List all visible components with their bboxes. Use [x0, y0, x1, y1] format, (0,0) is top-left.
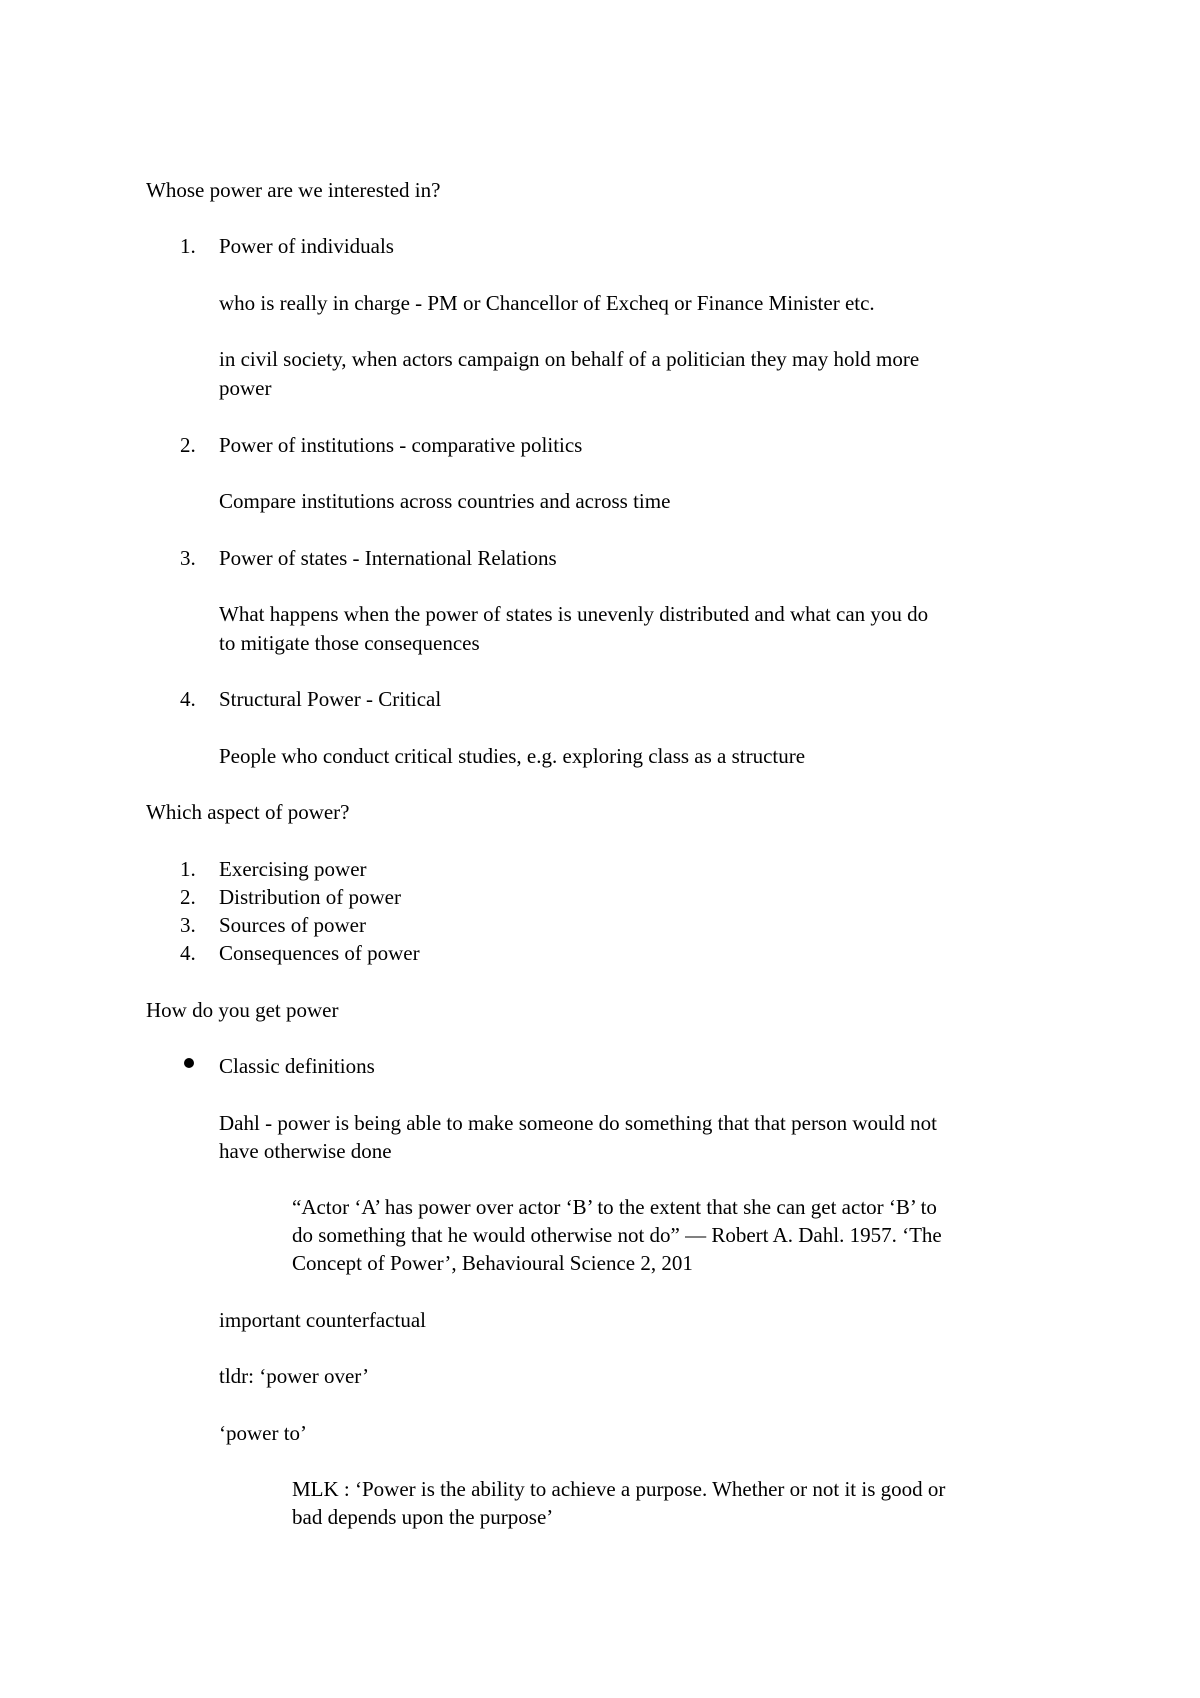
dahl-quote-line: Concept of Power’, Behavioural Science 2, 201 — [292, 1251, 693, 1275]
list-number: 2. — [180, 433, 196, 457]
note-line: who is really in charge - PM or Chancellor of Excheq or Finance Minister etc. — [219, 291, 875, 315]
list-item-distribution-of-power: Distribution of power — [219, 885, 401, 909]
list-item-power-of-states: Power of states - International Relations — [219, 546, 557, 570]
heading-whose-power: Whose power are we interested in? — [146, 178, 441, 202]
list-item-exercising-power: Exercising power — [219, 857, 367, 881]
list-number: 1. — [180, 234, 196, 258]
list-item-sources-of-power: Sources of power — [219, 913, 366, 937]
list-number: 3. — [180, 913, 196, 937]
note-line: to mitigate those consequences — [219, 631, 480, 655]
power-to-note: ‘power to’ — [219, 1421, 308, 1445]
heading-how-get-power: How do you get power — [146, 998, 339, 1022]
mlk-quote-line: bad depends upon the purpose’ — [292, 1505, 554, 1529]
list-number: 3. — [180, 546, 196, 570]
note-line: power — [219, 376, 272, 400]
counterfactual-note: important counterfactual — [219, 1308, 426, 1332]
note-line: People who conduct critical studies, e.g. exploring class as a structure — [219, 744, 806, 768]
list-number: 2. — [180, 885, 196, 909]
list-number: 4. — [180, 687, 196, 711]
dahl-definition-line: have otherwise done — [219, 1139, 392, 1163]
tldr-note: tldr: ‘power over’ — [219, 1364, 370, 1388]
list-item-consequences-of-power: Consequences of power — [219, 941, 420, 965]
dahl-definition-line: Dahl - power is being able to make someone do something that that person would not — [219, 1111, 937, 1135]
list-item-structural-power: Structural Power - Critical — [219, 687, 442, 711]
dahl-quote-line: “Actor ‘A’ has power over actor ‘B’ to the extent that she can get actor ‘B’ to — [292, 1195, 937, 1219]
dahl-quote-line: do something that he would otherwise not do” — Robert A. Dahl. 1957. ‘The — [292, 1223, 942, 1247]
list-item-classic-definitions: Classic definitions — [219, 1054, 375, 1078]
heading-which-aspect: Which aspect of power? — [146, 800, 350, 824]
note-line: in civil society, when actors campaign on behalf of a politician they may hold more — [219, 347, 920, 371]
mlk-quote-line: MLK : ‘Power is the ability to achieve a purpose. Whether or not it is good or — [292, 1477, 946, 1501]
list-item-power-of-institutions: Power of institutions - comparative politics — [219, 433, 583, 457]
list-item-power-of-individuals: Power of individuals — [219, 234, 394, 258]
note-line: Compare institutions across countries and across time — [219, 489, 671, 513]
list-number: 1. — [180, 857, 196, 881]
note-line: What happens when the power of states is unevenly distributed and what can you do — [219, 602, 929, 626]
list-number: 4. — [180, 941, 196, 965]
bullet-icon — [184, 1058, 194, 1068]
